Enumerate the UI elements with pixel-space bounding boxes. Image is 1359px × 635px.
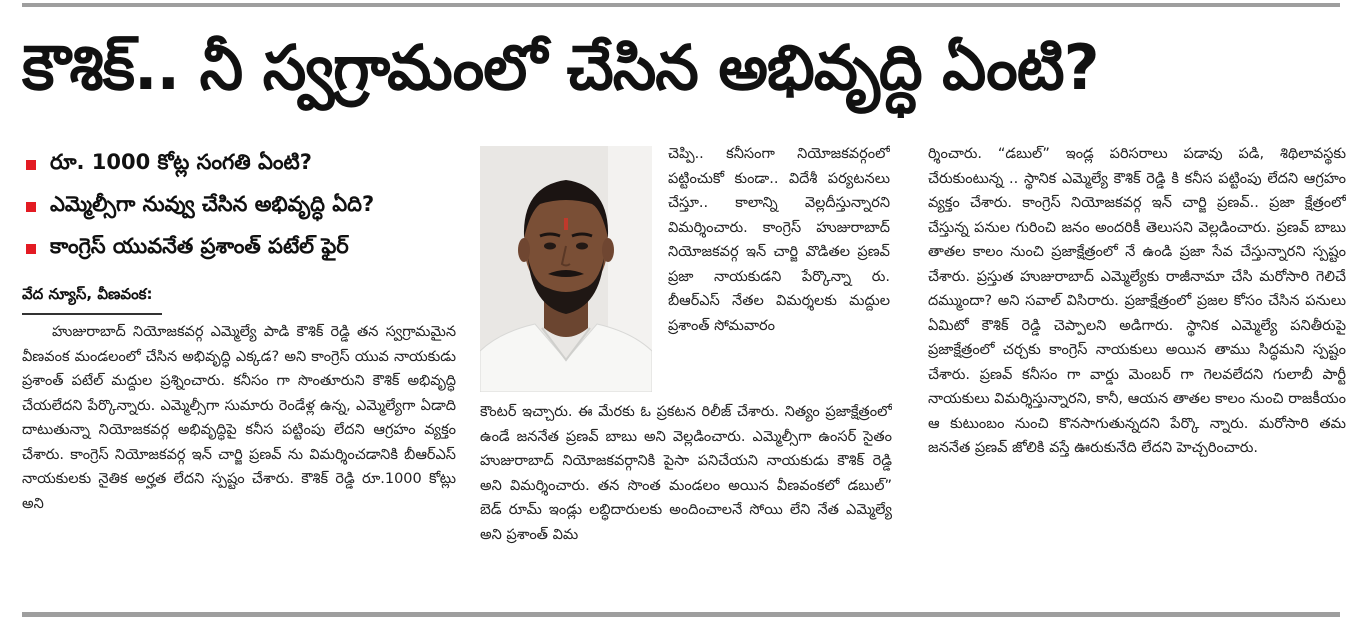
bullet-text: కాంగ్రెస్ యువనేత ప్రశాంత్ పటేల్ ఫైర్ — [50, 234, 349, 258]
bullet-item — [22, 144, 452, 186]
bullet-item — [22, 228, 452, 270]
article-column-2-top — [668, 142, 890, 392]
article-column-1 — [22, 320, 456, 590]
person-photo — [480, 146, 652, 392]
red-square-bullet-icon — [26, 160, 36, 170]
headline: కౌశిక్.. నీ స్వగ్రామంలో చేసిన అభివృద్ధి ఏంటి? — [22, 31, 1099, 104]
highlight-bullets — [22, 144, 452, 270]
article-column-3 — [928, 142, 1346, 597]
dateline: వేద న్యూస్, వీణవంక: — [22, 285, 162, 315]
bottom-rule — [22, 612, 1340, 617]
red-square-bullet-icon — [26, 244, 36, 254]
bullet-text: రూ. 1000 కోట్ల సంగతి ఏంటి? — [50, 150, 312, 174]
red-square-bullet-icon — [26, 202, 36, 212]
article-paragraph: కౌంటర్ ఇచ్చారు. ఈ మేరకు ఓ ప్రకటన రిలీజ్ చేశారు. నిత్యం ప్రజాక్షేత్రంలో ఉండే జననేత ప్రణవ్ బాబు అని వెల్లడించారు. ఎమ్మెల్సీగా ఉంసర్ సైతం హుజురాబాద్ నియోజకవర్గానికి పైసా పనిచేయని నాయకుడు కౌశిక్ రెడ్డి అని విమర్శించారు. తన సొంత మండలం అయిన వీణవంకలో డబుల్” బెడ్ రూమ్ ఇండ్లు లబ్ధిదారులకు అందించాలనే సోయి లేని నేత ఎమ్మెల్యే అని ప్రశాంత్ విమ — [480, 404, 892, 543]
top-rule — [22, 3, 1340, 7]
article-paragraph: ర్శించారు. “డబుల్” ఇండ్ల పరిసరాలు పడావు పడి, శిథిలావస్థకు చేరుకుంటున్న .. స్థానిక ఎమ్మెల్యే కౌశిక్ రెడ్డి కి కనీస పట్టింపు లేదని ఆగ్రహం వ్యక్తం చేశారు. కాంగ్రెస్ నియోజకవర్గ ఇన్ చార్జి ప్రణవ్.. ప్రజా క్షేత్రంలో చేస్తున్న పనుల గురించి జనం అందరికీ తెలుసని వెల్లడించారు. ప్రణవ్ బాబు తాతల కాలం నుంచి ప్రజాక్షేత్రంలో నే ఉండి ప్రజా సేవ చేస్తున్నారని స్పష్టం చేశారు. ప్రస్తుత హుజురాబాద్ ఎమ్మెల్యేకు రాజీనామా చేసి మరోసారి గెలిచే దమ్ముందా? అని సవాల్ విసిరారు. ప్రజాక్షేత్రంలో ప్రజల కోసం చేసిన పనులు ఏమిటో కౌశిక్ రెడ్డి చెప్పాలని అడిగారు. స్థానిక ఎమ్మెల్యే పనితీరుపై ప్రజాక్షేత్రంలో చర్చకు కాంగ్రెస్ నాయకులు అయిన తాము సిద్ధమని స్పష్టం చేశారు. ప్రణవ్ కనీసం గా వార్డు మెంబర్ గా గెలవలేదని గులాబీ పార్టీ నాయకులు విమర్శిస్తున్నారని, కానీ, ఆయన తాతల కాలం నుంచి రాజకీయం ఆ కుటుంబం నుంచి కొనసాగుతున్నదని పేర్కొ న్నారు. మరోసారి తమ జననేత ప్రణవ్ జోలికి వస్తే ఊరుకునేది లేదని హెచ్చరించారు. — [928, 146, 1346, 456]
article-paragraph: చెప్పి.. కనీసంగా నియోజకవర్గంలో పట్టించుకో కుండా.. విదేశీ పర్యటనలు చేస్తూ.. కాలాన్ని వెల్లదీస్తున్నారని విమర్శించారు. కాంగ్రెస్ హుజురాబాద్ నియోజకవర్గ ఇన్ చార్జి వొడితల ప్రణవ్ ప్రజా నాయకుడని పేర్కొన్నా రు. బీఆర్ఎస్ నేతల విమర్శలకు మద్దుల ప్రశాంత్ సోమవారం — [668, 146, 890, 334]
article-paragraph: హుజురాబాద్ నియోజకవర్గ ఎమ్మెల్యే పాడి కౌశిక్ రెడ్డి తన స్వగ్రామమైన వీణవంక మండలంలో చేసిన అభివృద్ధి ఎక్కడ? అని కాంగ్రెస్ యువ నాయకుడు ప్రశాంత్ పటేల్ మద్దుల ప్రశ్నించారు. కనీసం గా సొంతూరుని కౌశిక్ అభివృద్ధి చేయలేదని పేర్కొన్నారు. ఎమ్మెల్సీగా సుమారు రెండేళ్ల ఉన్న, ఎమ్మెల్యేగా ఏడాది దాటుతున్నా నియోజకవర్గ అభివృద్ధిపై కనీస పట్టింపు లేదని ఆగ్రహం వ్యక్తం చేశారు. కాంగ్రెస్ నియోజకవర్గ ఇన్ చార్జి ప్రణవ్ ను విమర్శించడానికి బీఆర్ఎస్ నాయకులకు నైతిక అర్హత లేదని స్పష్టం చేశారు. కౌశిక్ రెడ్డి రూ.1000 కోట్లు అని — [22, 324, 456, 512]
article-column-2-bottom — [480, 400, 892, 596]
portrait-illustration — [480, 146, 652, 392]
bullet-item — [22, 186, 452, 228]
bullet-text: ఎమ్మెల్సీగా నువ్వు చేసిన అభివృద్ధి ఏది? — [50, 192, 375, 216]
